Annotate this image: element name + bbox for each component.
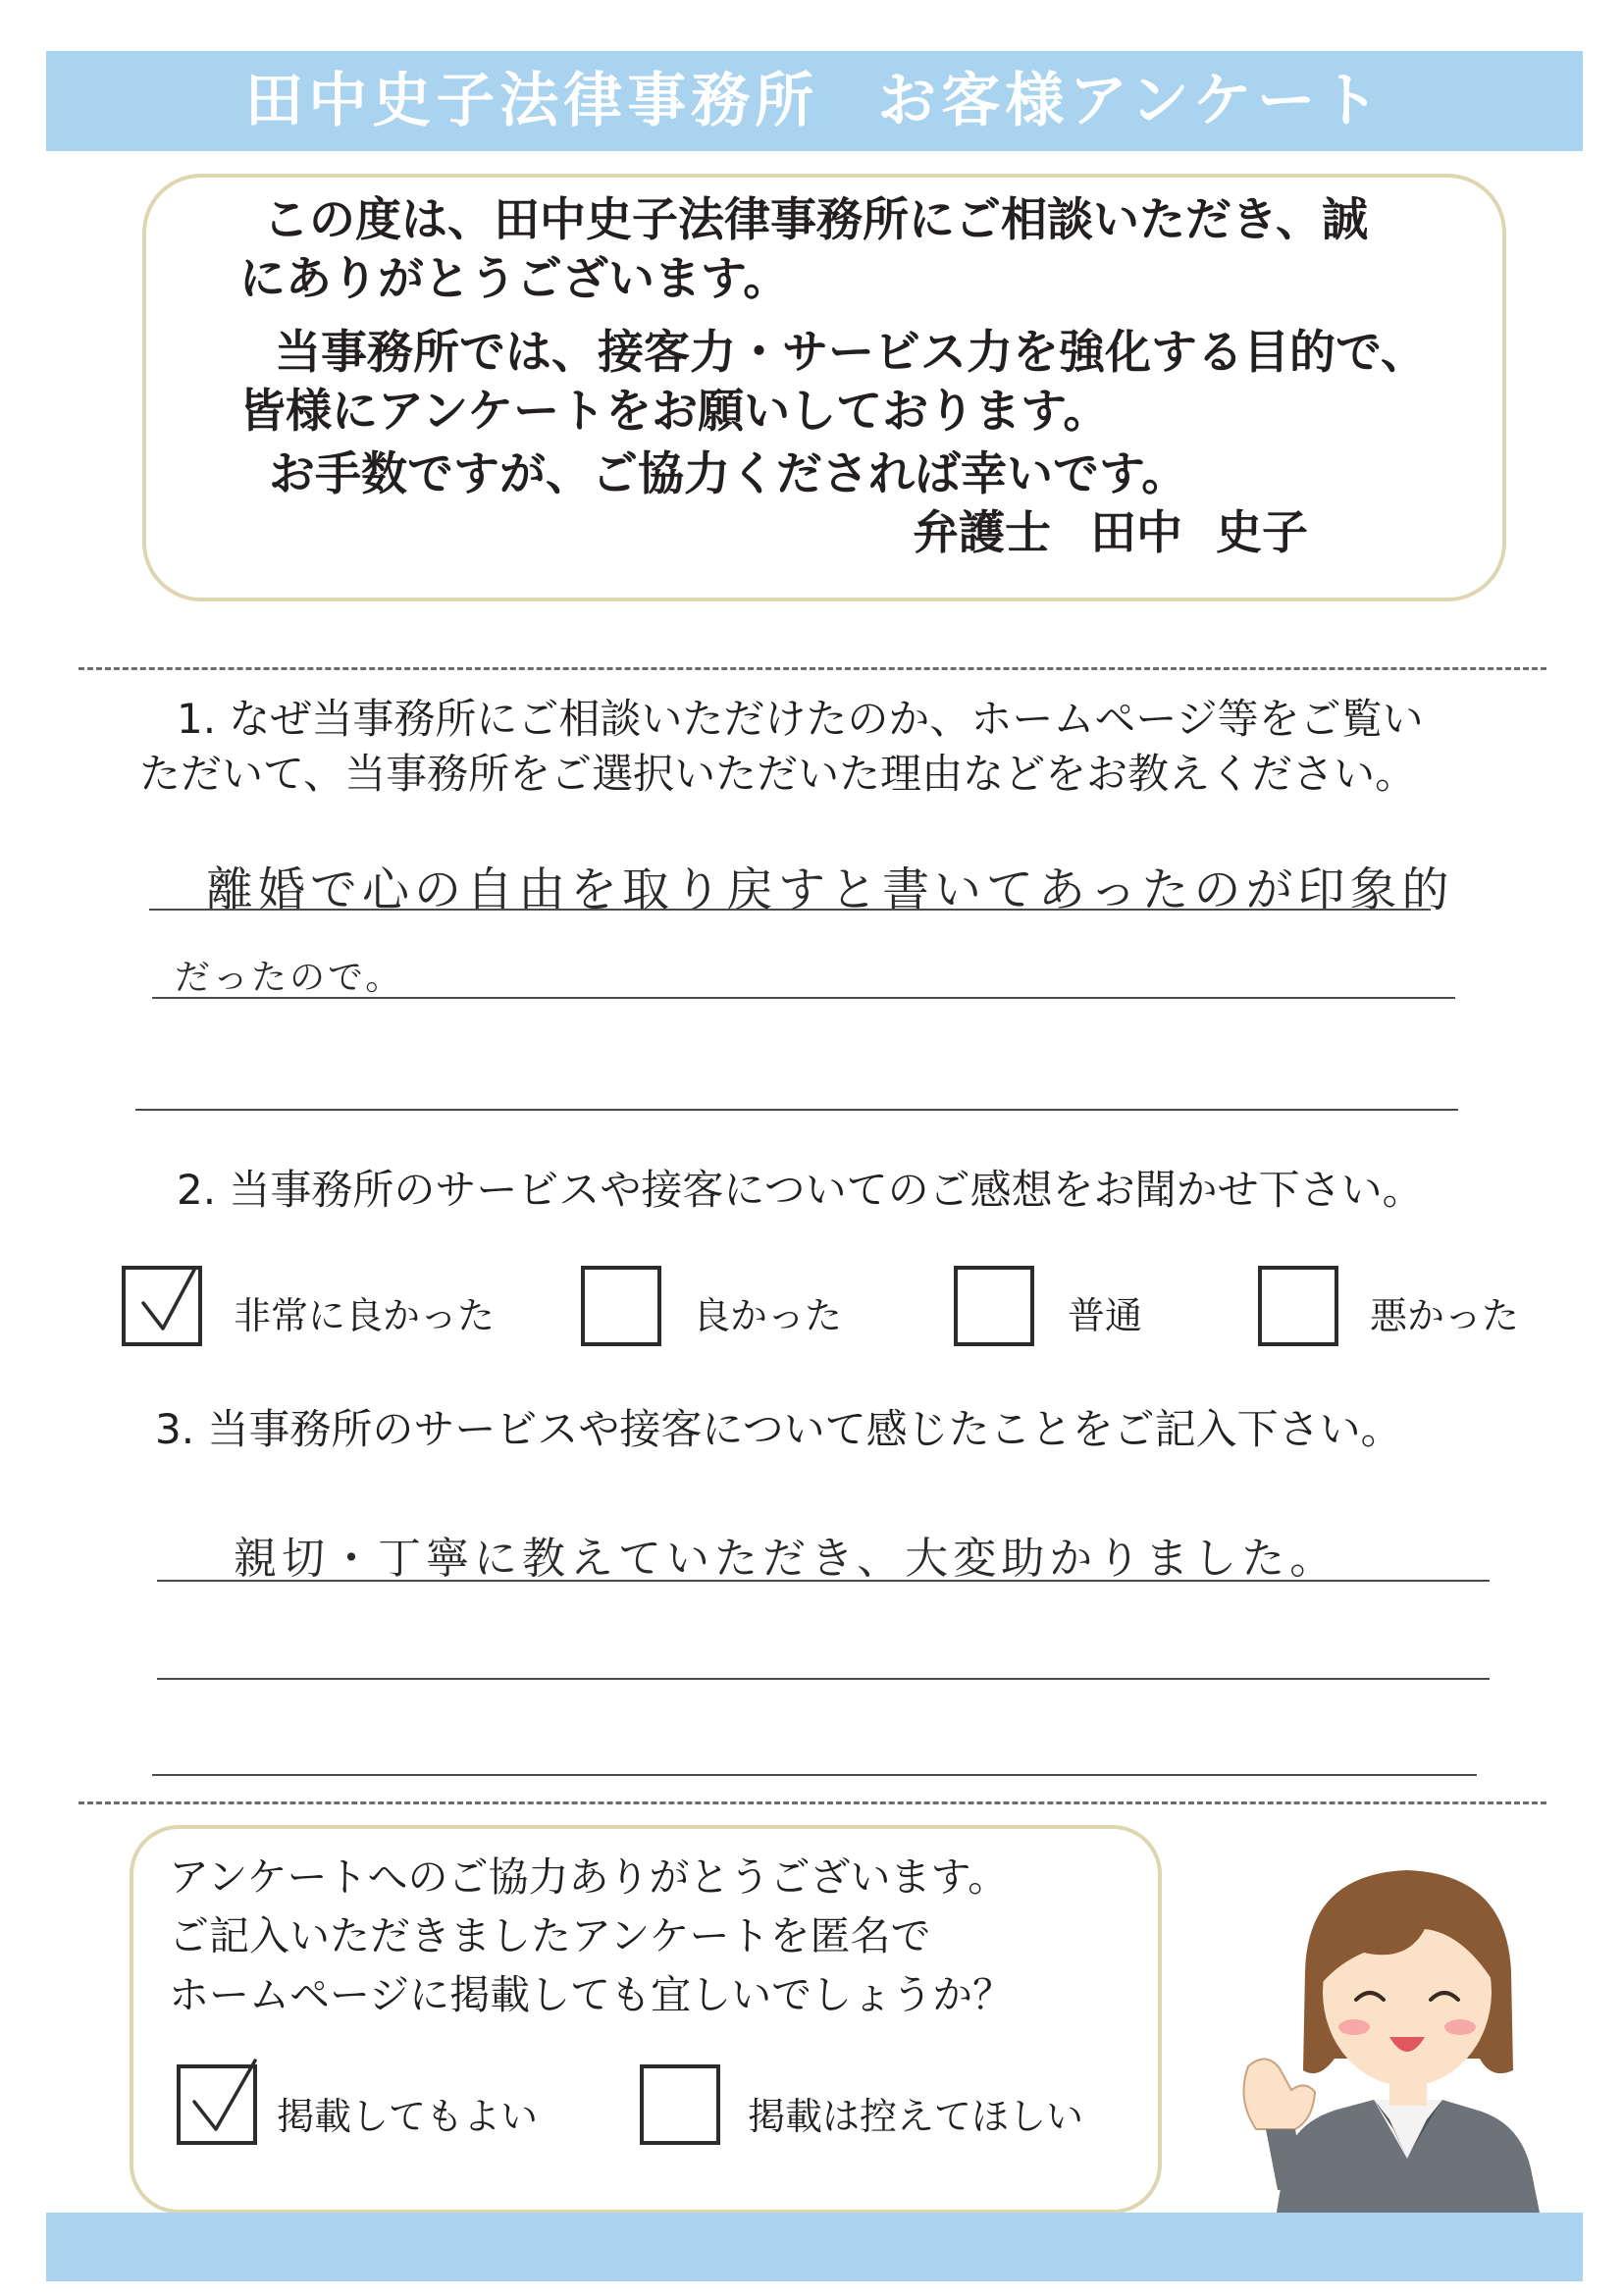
businesswoman-illustration — [1197, 1835, 1609, 2218]
checkbox-bad[interactable] — [1258, 1266, 1338, 1346]
intro-line-4: 皆様にアンケートをお願いしております。 — [239, 385, 1110, 439]
q1-answer-rule-1 — [149, 909, 1431, 911]
page-title — [46, 51, 1583, 151]
consent-line-3: ホームページに掲載しても宜しいでしょうか？ — [169, 1971, 1014, 2018]
checkbox-average[interactable] — [954, 1266, 1034, 1346]
footer-band — [46, 2213, 1583, 2281]
q3-answer-rule-3 — [152, 1774, 1477, 1776]
option-bad-label: 悪かった — [1370, 1294, 1520, 1337]
intro-line-5: お手数ですが、ご協力くだされば幸いです。 — [269, 447, 1188, 501]
option-allow-publish-label: 掲載してもよい — [277, 2095, 539, 2138]
checkbox-very-good[interactable] — [122, 1266, 202, 1346]
option-very-good-label: 非常に良かった — [234, 1294, 496, 1337]
option-decline-publish-label: 掲載は控えてほしい — [748, 2095, 1084, 2138]
checkbox-allow-publish[interactable] — [177, 2064, 257, 2145]
signature — [913, 496, 1308, 562]
q1-text-line-1: 1. なぜ当事務所にご相談いただけたのか、ホームページ等をご覧い — [177, 695, 1424, 743]
section-divider-2 — [79, 1801, 1546, 1804]
option-good-label: 良かった — [693, 1294, 843, 1337]
q1-answer-line-1: 離婚で心の自由を取り戻すと書いてあったのが印象的 — [206, 862, 1454, 917]
consent-line-2: ご記入いただきましたアンケートを匿名で — [169, 1912, 931, 1959]
q3-answer-rule-1 — [157, 1580, 1490, 1582]
checkbox-good[interactable] — [581, 1266, 661, 1346]
signature-family-name: 田中 — [1090, 506, 1182, 560]
signature-given-name: 史子 — [1216, 506, 1308, 560]
intro-line-1: この度は、田中史子法律事務所にご相談いただき、誠 — [263, 193, 1369, 247]
q3-text: 3. 当事務所のサービスや接客について感じたことをご記入下さい。 — [155, 1405, 1402, 1453]
q1-answer-line-2: だったので。 — [175, 958, 404, 998]
checkmark-icon — [133, 1264, 202, 1342]
q3-answer-rule-2 — [157, 1678, 1490, 1680]
q1-answer-rule-2 — [152, 997, 1455, 999]
title-office-name: 田中史子法律事務所 — [244, 67, 819, 135]
section-divider — [79, 667, 1546, 670]
signature-title: 弁護士 — [913, 506, 1051, 560]
intro-line-3: 当事務所では、接客力・サービス力を強化する目的で、 — [275, 326, 1428, 380]
checkbox-decline-publish[interactable] — [640, 2064, 720, 2145]
consent-line-1: アンケートへのご協力ありがとうございます。 — [169, 1853, 1009, 1901]
q1-text-line-2: ただいて、当事務所をご選択いただいた理由などをお教えください。 — [139, 750, 1417, 798]
intro-line-2: にありがとうございます。 — [239, 252, 790, 306]
title-survey: お客様アンケート — [877, 67, 1385, 135]
q2-text: 2. 当事務所のサービスや接客についてのご感想をお聞かせ下さい。 — [177, 1166, 1424, 1214]
option-average-label: 普通 — [1068, 1294, 1143, 1337]
q1-answer-rule-3 — [135, 1109, 1458, 1111]
q3-answer-line-1: 親切・丁寧に教えていただき、大変助かりました。 — [234, 1534, 1338, 1584]
checkmark-icon — [186, 2057, 261, 2143]
